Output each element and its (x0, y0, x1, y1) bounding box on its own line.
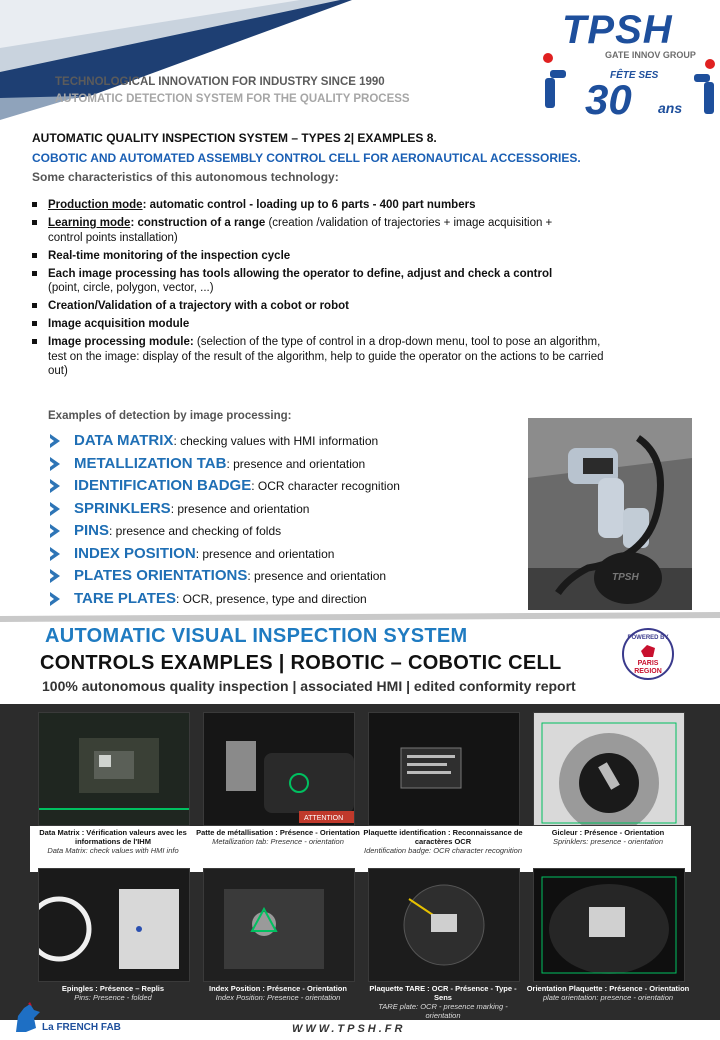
photo-logo-text: TPSH (612, 572, 639, 583)
robot-arm-right-icon (690, 58, 720, 118)
tile-index-position (203, 868, 355, 982)
tile-metallization-tab (203, 712, 355, 826)
tpsh-logo (540, 8, 720, 123)
tile-plate-orientation (533, 868, 685, 982)
caption-tare-plate: Plaquette TARE : OCR - Présence - Type - Sens TARE plate: OCR - presence marking - orientation (369, 984, 517, 1020)
examples-heading: Examples of detection by image processing: (48, 410, 292, 422)
arrow-bullet-icon (50, 547, 60, 561)
caption-plate-orientation: Orientation Plaquette : Présence - Orientation plate orientation: presence - orientation (526, 984, 690, 1002)
caption-index-position: Index Position : Présence - Orientation Index Position: Presence - orientation (209, 984, 347, 1002)
tile-data-matrix (38, 712, 190, 826)
region-map-icon (639, 643, 657, 659)
paris-region-badge: POWERED BY PARIS REGION (622, 628, 674, 680)
list-item: Production mode: automatic control - loading up to 6 parts - 400 part numbers (28, 198, 718, 213)
list-item: Creation/Validation of a trajectory with a cobot or robot (28, 299, 718, 314)
rooster-icon (12, 1002, 42, 1036)
intro-text: Some characteristics of this autonomous technology: (32, 170, 339, 184)
list-item: Each image processing has tools allowing the operator to define, adjust and check a control (point, circle, polygon, vector, ...) (28, 267, 718, 296)
list-item: IDENTIFICATION BADGE: OCR character recognition (48, 477, 400, 500)
caption-identification-badge: Plaquette identification : Reconnaissance de caractères OCR Identification badge: OCR character recognition (363, 828, 523, 855)
logo-fete: FÊTE SES (610, 70, 659, 81)
tagline-detection: AUTOMATIC DETECTION SYSTEM FOR THE QUALITY PROCESS (55, 93, 410, 105)
website-link[interactable]: WWW.TPSH.FR (292, 1023, 406, 1035)
arrow-bullet-icon (50, 479, 60, 493)
page-title: AUTOMATIC QUALITY INSPECTION SYSTEM – TYPES 2| EXAMPLES 8. (32, 131, 437, 145)
list-item: DATA MATRIX: checking values with HMI information (48, 432, 400, 455)
arrow-bullet-icon (50, 502, 60, 516)
logo-brand: TPSH (562, 8, 673, 52)
list-item: Image acquisition module (28, 317, 718, 332)
list-item: METALLIZATION TAB: presence and orientation (48, 455, 400, 478)
list-item: Image processing module: (selection of the type of control in a drop-down menu, tool to pose an algorithm, test on the image: display of the result of the algorithm, help to guide the operator on the actions to be carried out) (28, 335, 718, 379)
cobot-photo (528, 418, 692, 610)
list-item: INDEX POSITION: presence and orientation (48, 545, 400, 568)
list-item: Learning mode: construction of a range (creation /validation of trajectories + image acquisition + control points installation) (28, 216, 718, 245)
characteristics-list (28, 198, 718, 382)
tagline-innovation: TECHNOLOGICAL INNOVATION FOR INDUSTRY SINCE 1990 (55, 76, 385, 88)
caption-sprinklers: Gicleur : Présence - Orientation Sprinklers: presence - orientation (551, 828, 665, 846)
caption-pins: Epingles : Présence – Replis Pins: Presence - folded (61, 984, 165, 1002)
caption-metallization-tab: Patte de métallisation : Présence - Orientation Metallization tab: Presence - orientation (196, 828, 360, 846)
arrow-bullet-icon (50, 592, 60, 606)
tile-tare-plate (368, 868, 520, 982)
arrow-bullet-icon (50, 524, 60, 538)
caption-data-matrix: Data Matrix : Vérification valeurs avec les informations de l'IHM Data Matrix: check values with HMI info (39, 828, 187, 855)
logo-ans: ans (658, 100, 683, 116)
arrow-bullet-icon (50, 434, 60, 448)
list-item: SPRINKLERS: presence and orientation (48, 500, 400, 523)
list-item: Real-time monitoring of the inspection cycle (28, 249, 718, 264)
logo-anniversary: 30 (585, 76, 632, 123)
examples-list (48, 432, 400, 612)
tile-pins (38, 868, 190, 982)
poster-subtitle: CONTROLS EXAMPLES | ROBOTIC – COBOTIC CELL (40, 652, 562, 674)
french-fab-label: La FRENCH FAB (42, 1022, 121, 1033)
tile-sprinklers (533, 712, 685, 826)
svg-text:ATTENTION: ATTENTION (304, 815, 344, 822)
poster-title: AUTOMATIC VISUAL INSPECTION SYSTEM (45, 625, 468, 647)
arrow-bullet-icon (50, 457, 60, 471)
robot-arm-left-icon (540, 48, 570, 118)
logo-group: GATE INNOV GROUP (605, 50, 696, 60)
list-item: PLATES ORIENTATIONS: presence and orientation (48, 567, 400, 590)
tile-identification-badge (368, 712, 520, 826)
poster-top-border (0, 612, 720, 626)
list-item: TARE PLATES: OCR, presence, type and direction (48, 590, 400, 613)
page-subtitle: COBOTIC AND AUTOMATED ASSEMBLY CONTROL CELL FOR AERONAUTICAL ACCESSORIES. (32, 151, 581, 165)
arrow-bullet-icon (50, 569, 60, 583)
poster-tagline: 100% autonomous quality inspection | associated HMI | edited conformity report (42, 678, 576, 694)
list-item: PINS: presence and checking of folds (48, 522, 400, 545)
